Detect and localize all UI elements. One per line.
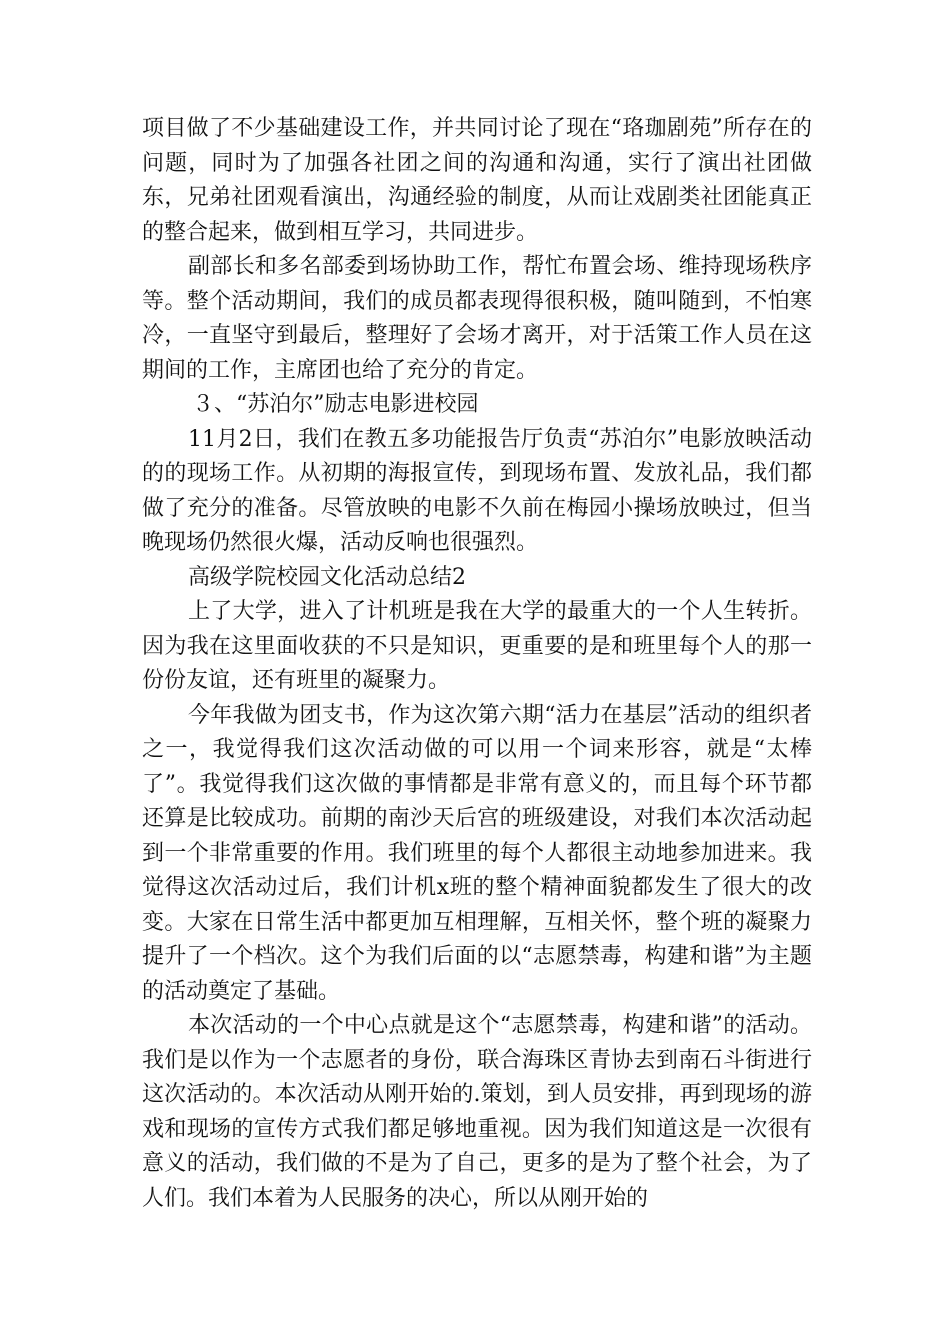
paragraph-1: 项目做了不少基础建设工作，并共同讨论了现在“珞珈剧苑”所存在的问题，同时为了加强各社团之间的沟通和沟通，实行了演出社团做东，兄弟社团观看演出，沟通经验的制度，从而让戏剧类社团能真正的整合起来，做到相互学习，共同进步。 xyxy=(142,116,812,245)
section-heading-3: ３、“苏泊尔”励志电影进校园 xyxy=(192,392,479,417)
section-title-2: 高级学院校园文化活动总结2 xyxy=(188,564,466,590)
paragraph-2: 副部长和多名部委到场协助工作，帮忙布置会场、维持现场秩序等。整个活动期间，我们的成员都表现得很积极，随叫随到，不怕寒冷，一直坚守到最后，整理好了会场才离开，对于活策工作人员在这期间的工作，主席团也给了充分的肯定。 xyxy=(142,254,812,383)
paragraph-5: 今年我做为团支书，作为这次第六期“活力在基层”活动的组织者之一，我觉得我们这次活动做的可以用一个词来形容，就是“太棒了”。我觉得我们这次做的事情都是非常有意义的，而且每个环节都还算是比较成功。前期的南沙天后宫的班级建设，对我们本次活动起到一个非常重要的作用。我们班里的每个人都很主动地参加进来。我觉得这次活动过后，我们计机x班的整个精神面貌都发生了很大的改变。大家在日常生活中都更加互相理解，互相关怀，整个班的凝聚力提升了一个档次。这个为我们后面的以“志愿禁毒，构建和谐”为主题的活动奠定了基础。 xyxy=(142,702,812,1004)
paragraph-3: 11月2日，我们在教五多功能报告厅负责“苏泊尔”电影放映活动的的现场工作。从初期的海报宣传，到现场布置、发放礼品，我们都做了充分的准备。尽管放映的电影不久前在梅园小操场放映过，但当晚现场仍然很火爆，活动反响也很强烈。 xyxy=(142,426,812,555)
paragraph-6: 本次活动的一个中心点就是这个“志愿禁毒，构建和谐”的活动。我们是以作为一个志愿者的身份，联合海珠区青协去到南石斗街进行这次活动的。本次活动从刚开始的.策划，到人员安排，再到现场的游戏和现场的宣传方式我们都足够地重视。因为我们知道这是一次很有意义的活动，我们做的不是为了自己，更多的是为了整个社会，为了人们。我们本着为人民服务的决心，所以从刚开始的 xyxy=(142,1013,812,1211)
document-page xyxy=(142,112,812,1216)
paragraph-4: 上了大学，进入了计机班是我在大学的最重大的一个人生转折。因为我在这里面收获的不只是知识，更重要的是和班里每个人的那一份份友谊，还有班里的凝聚力。 xyxy=(142,599,812,693)
